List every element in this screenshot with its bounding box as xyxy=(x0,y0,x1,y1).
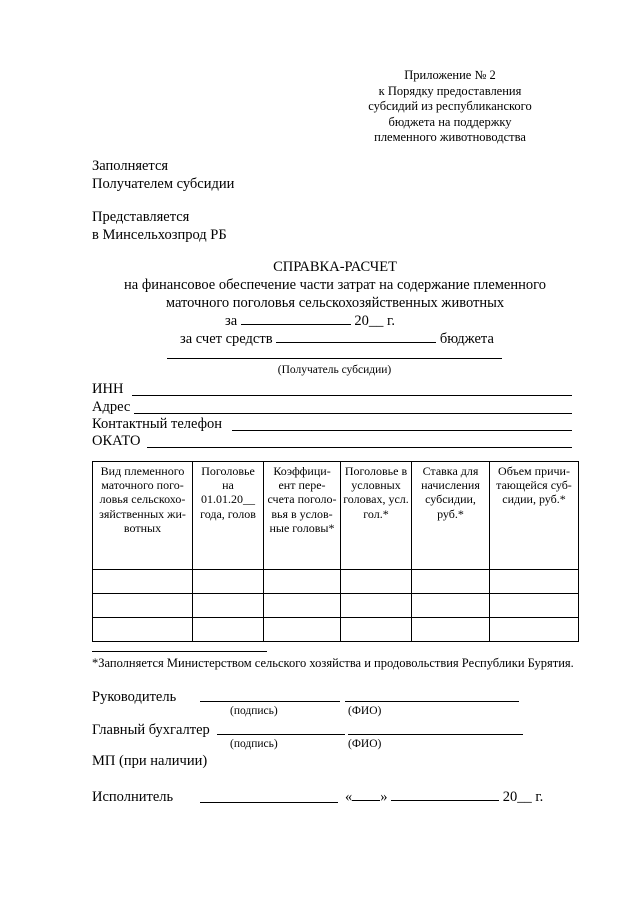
date-year: 20__ г. xyxy=(502,789,544,805)
table-cell[interactable] xyxy=(412,570,490,594)
executor-date xyxy=(345,788,543,806)
document-subtitle xyxy=(0,276,640,312)
okato-label: ОКАТО xyxy=(92,433,141,449)
submitted-to-line: Представляется xyxy=(92,209,190,225)
filled-by-line: Заполняется xyxy=(92,158,169,174)
table-header-cell: Поголовье в условных головах, усл. гол.* xyxy=(343,464,409,521)
subtitle-line: на финансовое обеспечение части затрат на содержание племенного xyxy=(124,277,546,293)
name-caption: (ФИО) xyxy=(348,738,382,750)
table-header-cell: Поголовье на 01.01.20__ года, голов xyxy=(200,464,256,521)
appendix-line: к Порядку предоставления xyxy=(378,83,522,98)
table-cell[interactable] xyxy=(93,618,193,642)
date-day-blank[interactable] xyxy=(352,788,380,801)
document-title: СПРАВКА-РАСЧЕТ xyxy=(273,259,397,275)
period-line xyxy=(225,312,395,330)
budget-blank[interactable] xyxy=(276,330,436,343)
table-row xyxy=(93,618,579,642)
footnote-text: *Заполняется Министерством сельского хозяйства и продовольствия Республики Бурятия. xyxy=(92,656,574,670)
chief-accountant-label: Главный бухгалтер xyxy=(92,722,210,738)
recipient-caption: (Получатель субсидии) xyxy=(277,364,392,376)
budget-line xyxy=(180,330,494,348)
subsidy-table xyxy=(92,461,579,642)
field-address xyxy=(92,398,130,416)
table-header-cell: Вид племенного маточного пого-ловья сельскохо-зяйственных жи-вотных xyxy=(99,464,186,535)
filled-by-note xyxy=(92,157,234,193)
address-label: Адрес xyxy=(92,399,131,415)
submitted-to-line: в Минсельхозпрод РБ xyxy=(92,227,227,243)
table-header-row xyxy=(93,462,579,570)
appendix-line: племенного животноводства xyxy=(374,130,526,144)
name-caption: (ФИО) xyxy=(348,705,382,717)
head-label: Руководитель xyxy=(92,689,177,705)
appendix-line: бюджета на поддержку xyxy=(388,114,512,129)
budget-prefix: за счет средств xyxy=(180,331,273,347)
table-cell[interactable] xyxy=(490,570,579,594)
phone-label: Контактный телефон xyxy=(92,416,223,432)
filled-by-line: Получателем субсидии xyxy=(92,176,235,192)
appendix-block xyxy=(300,68,600,146)
table-cell[interactable] xyxy=(193,570,264,594)
inn-label: ИНН xyxy=(92,381,124,397)
table-header-cell: Объем причи-тающейся суб-сидии, руб.* xyxy=(496,464,572,507)
table-cell[interactable] xyxy=(341,618,412,642)
table-cell[interactable] xyxy=(93,570,193,594)
subtitle-line: маточного поголовья сельскохозяйственных животных xyxy=(165,295,505,311)
table-cell[interactable] xyxy=(490,594,579,618)
date-month-blank[interactable] xyxy=(391,788,499,801)
period-year: 20__ г. xyxy=(354,313,395,329)
table-cell[interactable] xyxy=(93,594,193,618)
table-header-cell: Ставка для начисления субсидии, руб.* xyxy=(421,464,480,521)
period-prefix: за xyxy=(225,313,238,329)
table-cell[interactable] xyxy=(412,594,490,618)
table-cell[interactable] xyxy=(193,618,264,642)
accountant-name-line[interactable] xyxy=(348,734,523,735)
submitted-to-note xyxy=(92,208,227,244)
table-cell[interactable] xyxy=(264,570,341,594)
footnote-separator xyxy=(92,651,267,652)
stamp-label: МП (при наличии) xyxy=(92,753,208,769)
table-cell[interactable] xyxy=(341,570,412,594)
table-cell[interactable] xyxy=(193,594,264,618)
table-cell[interactable] xyxy=(264,594,341,618)
date-close-quote: » xyxy=(380,789,388,805)
period-blank[interactable] xyxy=(241,312,351,325)
accountant-signature-line[interactable] xyxy=(217,734,345,735)
table-cell[interactable] xyxy=(341,594,412,618)
appendix-line: субсидий из республиканского xyxy=(368,99,532,113)
date-open-quote: « xyxy=(345,789,353,805)
appendix-line: Приложение № 2 xyxy=(404,68,496,82)
field-okato xyxy=(92,432,140,450)
table-cell[interactable] xyxy=(264,618,341,642)
table-row xyxy=(93,570,579,594)
budget-suffix: бюджета xyxy=(439,331,494,347)
executor-label: Исполнитель xyxy=(92,789,174,805)
address-input-line[interactable] xyxy=(134,413,572,414)
field-phone xyxy=(92,415,222,433)
phone-input-line[interactable] xyxy=(232,430,572,431)
head-signature-line[interactable] xyxy=(200,701,340,702)
inn-input-line[interactable] xyxy=(132,395,572,396)
signature-caption: (подпись) xyxy=(230,738,278,750)
head-name-line[interactable] xyxy=(345,701,519,702)
table-cell[interactable] xyxy=(412,618,490,642)
table-row xyxy=(93,594,579,618)
recipient-line[interactable] xyxy=(167,358,502,359)
executor-signature-line[interactable] xyxy=(200,802,338,803)
okato-input-line[interactable] xyxy=(147,447,572,448)
table-header-cell: Коэффици-ент пере-счета поголо-вья в услов-ные головы* xyxy=(267,464,337,535)
table-cell[interactable] xyxy=(490,618,579,642)
signature-caption: (подпись) xyxy=(230,705,278,717)
